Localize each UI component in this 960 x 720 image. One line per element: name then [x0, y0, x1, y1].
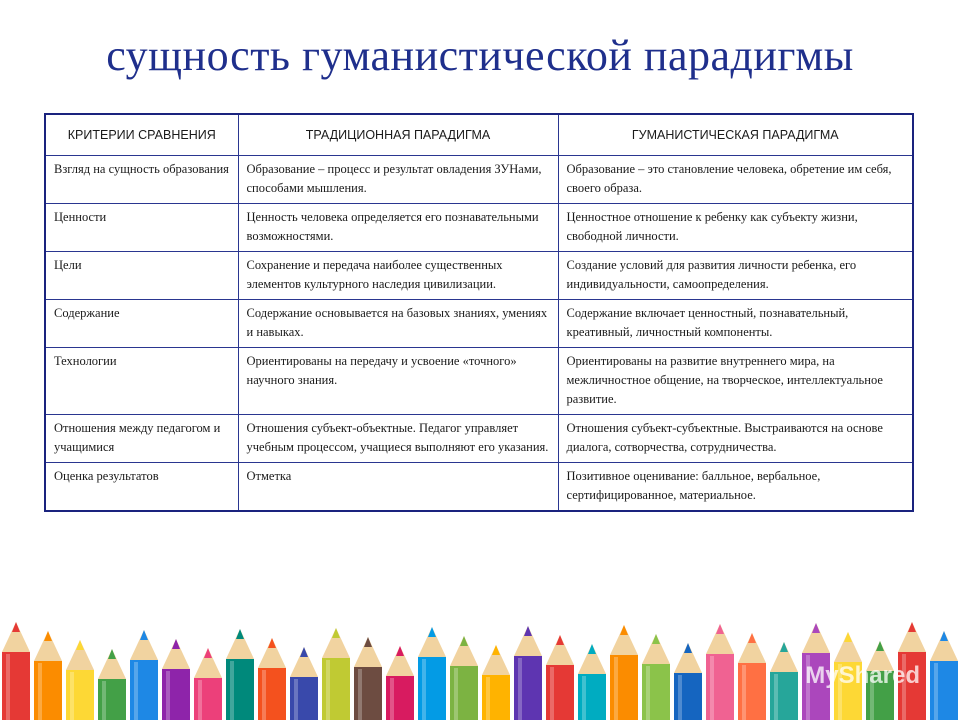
pencil	[418, 627, 446, 720]
table-row	[45, 252, 913, 300]
pencil	[386, 646, 414, 720]
traditional-cell: Сохранение и передача наиболее существенных элементов культурного наследия цивилизации.	[238, 252, 558, 300]
traditional-cell: Содержание основывается на базовых знаниях, умениях и навыках.	[238, 300, 558, 348]
pencil	[130, 630, 158, 720]
humanistic-cell: Содержание включает ценностный, познавательный, креативный, личностный компоненты.	[558, 300, 913, 348]
table-row	[45, 156, 913, 204]
pencil	[930, 631, 958, 720]
pencil	[674, 643, 702, 720]
humanistic-cell: Создание условий для развития личности ребенка, его индивидуальности, самоопределения.	[558, 252, 913, 300]
traditional-cell: Ценность человека определяется его познавательными возможностями.	[238, 204, 558, 252]
comparison-table-container	[44, 113, 912, 512]
pencil	[162, 639, 190, 720]
pencil	[450, 636, 478, 720]
table-row	[45, 415, 913, 463]
pencil	[610, 625, 638, 720]
traditional-cell: Ориентированы на передачу и усвоение «точного» научного знания.	[238, 348, 558, 415]
comparison-table	[44, 113, 914, 512]
humanistic-cell: Отношения субъект-субъектные. Выстраиваются на основе диалога, сотворчества, сотрудничества.	[558, 415, 913, 463]
criterion-cell: Ценности	[45, 204, 238, 252]
humanistic-cell: Ориентированы на развитие внутреннего мира, на межличностное общение, на творческое, интеллектуальное развитие.	[558, 348, 913, 415]
pencil	[514, 626, 542, 720]
humanistic-cell: Образование – это становление человека, обретение им себя, своего образа.	[558, 156, 913, 204]
pencil	[98, 649, 126, 720]
humanistic-cell: Ценностное отношение к ребенку как субъекту жизни, свободной личности.	[558, 204, 913, 252]
pencil	[66, 640, 94, 720]
pencil	[322, 628, 350, 720]
humanistic-cell: Позитивное оценивание: балльное, вербальное, сертифицированное, материальное.	[558, 463, 913, 512]
header-criteria: КРИТЕРИИ СРАВНЕНИЯ	[45, 114, 238, 156]
table-row	[45, 463, 913, 512]
table-header-row	[45, 114, 913, 156]
pencil	[738, 633, 766, 720]
pencil	[258, 638, 286, 720]
watermark-logo: MyShared	[805, 662, 920, 689]
pencil	[2, 622, 30, 720]
pencil	[354, 637, 382, 720]
traditional-cell: Образование – процесс и результат овладения ЗУНами, способами мышления.	[238, 156, 558, 204]
criterion-cell: Оценка результатов	[45, 463, 238, 512]
header-traditional: ТРАДИЦИОННАЯ ПАРАДИГМА	[238, 114, 558, 156]
pencil	[546, 635, 574, 720]
traditional-cell: Отметка	[238, 463, 558, 512]
criterion-cell: Отношения между педагогом и учащимися	[45, 415, 238, 463]
pencil	[194, 648, 222, 720]
criterion-cell: Взгляд на сущность образования	[45, 156, 238, 204]
traditional-cell: Отношения субъект-объектные. Педагог управляет учебным процессом, учащиеся выполняют его указания.	[238, 415, 558, 463]
pencil	[706, 624, 734, 720]
table-row	[45, 204, 913, 252]
header-humanistic: ГУМАНИСТИЧЕСКАЯ ПАРАДИГМА	[558, 114, 913, 156]
pencil	[34, 631, 62, 720]
pencil	[770, 642, 798, 720]
page-title: сущность гуманистической парадигмы	[106, 31, 854, 80]
pencil	[482, 645, 510, 720]
pencil	[290, 647, 318, 720]
criterion-cell: Содержание	[45, 300, 238, 348]
pencil	[642, 634, 670, 720]
table-row	[45, 300, 913, 348]
table-row	[45, 348, 913, 415]
pencil	[226, 629, 254, 720]
criterion-cell: Технологии	[45, 348, 238, 415]
criterion-cell: Цели	[45, 252, 238, 300]
pencil	[578, 644, 606, 720]
